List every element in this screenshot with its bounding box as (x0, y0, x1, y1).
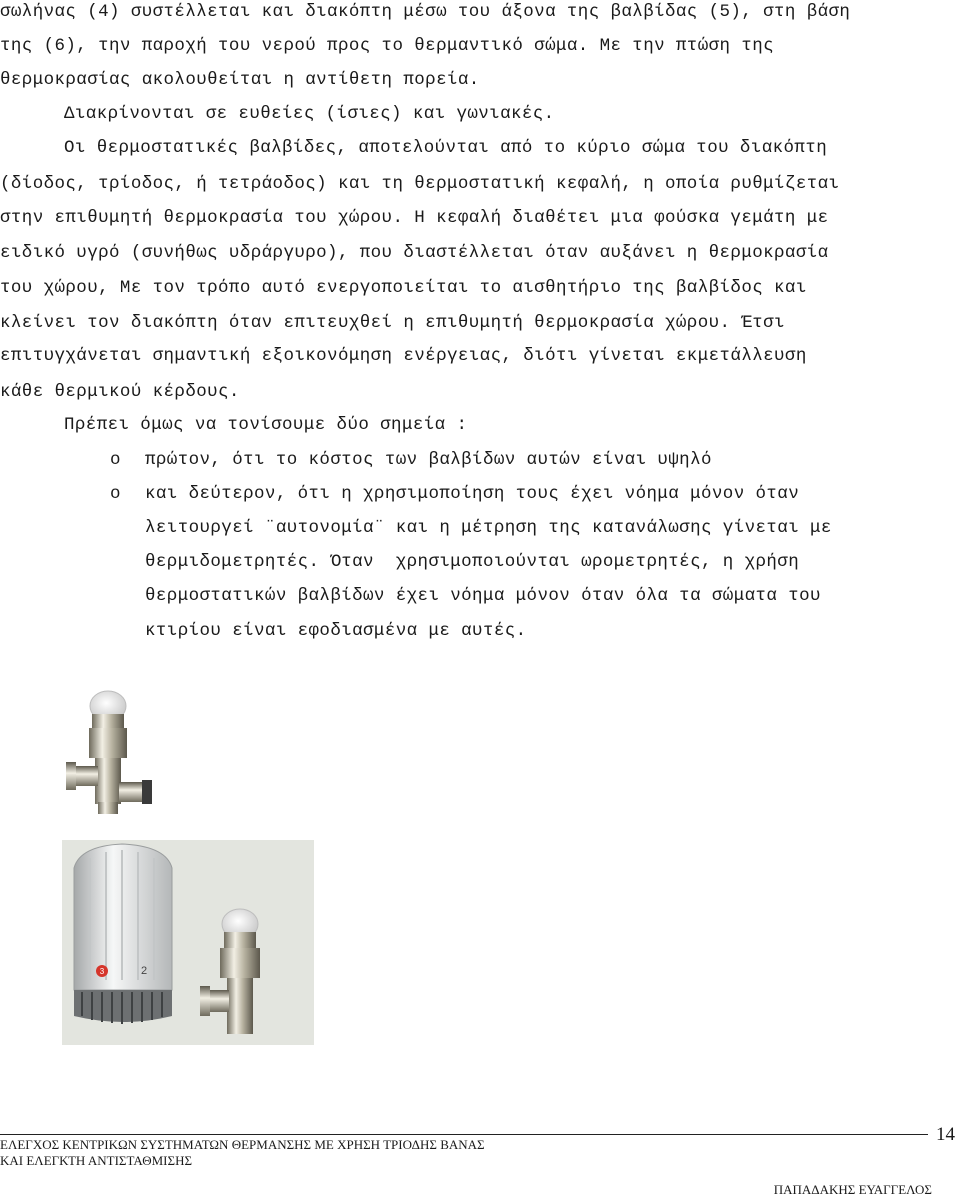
bullet-item-2-line: θερμιδομετρητές. Όταν χρησιμοποιούνται ωρομετρητές, η χρήση (145, 552, 800, 572)
bullet-item-2-line: θερμοστατικών βαλβίδων έχει νόημα μόνον όταν όλα τα σώματα του (145, 586, 821, 606)
author-name: ΠΑΠΑΔΑΚΗΣ ΕΥΑΓΓΕΛΟΣ (773, 1182, 932, 1197)
bullet-marker: o (110, 450, 121, 470)
body-line: κλείνει τον διακόπτη όταν επιτευχθεί η επιθυμητή θερμοκρασία χώρου. Έτσι (0, 313, 785, 333)
body-line: σωλήνας (4) συστέλλεται και διακόπτη μέσω του άξονα της βαλβίδας (5), στη βάση (0, 2, 851, 22)
bullet-marker: o (110, 484, 121, 504)
angle-valve-photo (62, 688, 172, 828)
footer-title-line1: ΕΛΕΓΧΟΣ ΚΕΝΤΡΙΚΩΝ ΣΥΣΤΗΜΑΤΩΝ ΘΕΡΜΑΝΣΗΣ ΜΕ ΧΡΗΣΗ ΤΡΙΟΔΗΣ ΒΑΝΑΣ (0, 1137, 485, 1152)
dial-mark: 3 (99, 967, 105, 976)
bullet-item-1: πρώτον, ότι το κόστος των βαλβίδων αυτών είναι υψηλό (145, 450, 712, 470)
body-line: του χώρου, Με τον τρόπο αυτό ενεργοποιείται το αισθητήριο της βαλβίδος και (0, 278, 807, 298)
page-number: 14 (936, 1124, 955, 1145)
bullet-item-2-line: κτιρίου είναι εφοδιασμένα με αυτές. (145, 621, 527, 641)
section-intro: Πρέπει όμως να τονίσουμε δύο σημεία : (64, 415, 468, 435)
bullet-item-2-line: λειτουργεί ¨αυτονομία¨ και η μέτρηση της κατανάλωσης γίνεται με (145, 518, 832, 538)
body-line: Διακρίνονται σε ευθείες (ίσιες) και γωνιακές. (64, 104, 555, 124)
footer-title-line2: ΚΑΙ ΕΛΕΓΚΤΗ ΑΝΤΙΣΤΑΘΜΙΣΗΣ (0, 1153, 193, 1168)
thermostatic-head-photo (62, 840, 314, 1045)
dial-mark: 2 (140, 965, 148, 977)
body-line: ειδικό υγρό (συνήθως υδράργυρο), που διαστέλλεται όταν αυξάνει η θερμοκρασία (0, 243, 829, 263)
body-line: θερμοκρασίας ακολουθείται η αντίθετη πορεία. (0, 70, 480, 90)
body-line: στην επιθυμητή θερμοκρασία του χώρου. Η κεφαλή διαθέτει μια φούσκα γεμάτη με (0, 208, 829, 228)
bullet-item-2: και δεύτερον, ότι η χρησιμοποίηση τους έχει νόημα μόνον όταν (145, 484, 800, 504)
footer-rule (0, 1134, 928, 1135)
body-line: κάθε θερμικού κέρδους. (0, 382, 240, 402)
body-line: (δίοδος, τρίοδος, ή τετράοδος) και τη θερμοστατική κεφαλή, η οποία ρυθμίζεται (0, 174, 840, 194)
body-line: Οι θερμοστατικές βαλβίδες, αποτελούνται από το κύριο σώμα του διακόπτη (64, 138, 828, 158)
body-line: επιτυγχάνεται σημαντική εξοικονόμηση ενέργειας, διότι γίνεται εκμετάλλευση (0, 346, 807, 366)
body-line: της (6), την παροχή του νερού προς το θερμαντικό σώμα. Με την πτώση της (0, 36, 775, 56)
